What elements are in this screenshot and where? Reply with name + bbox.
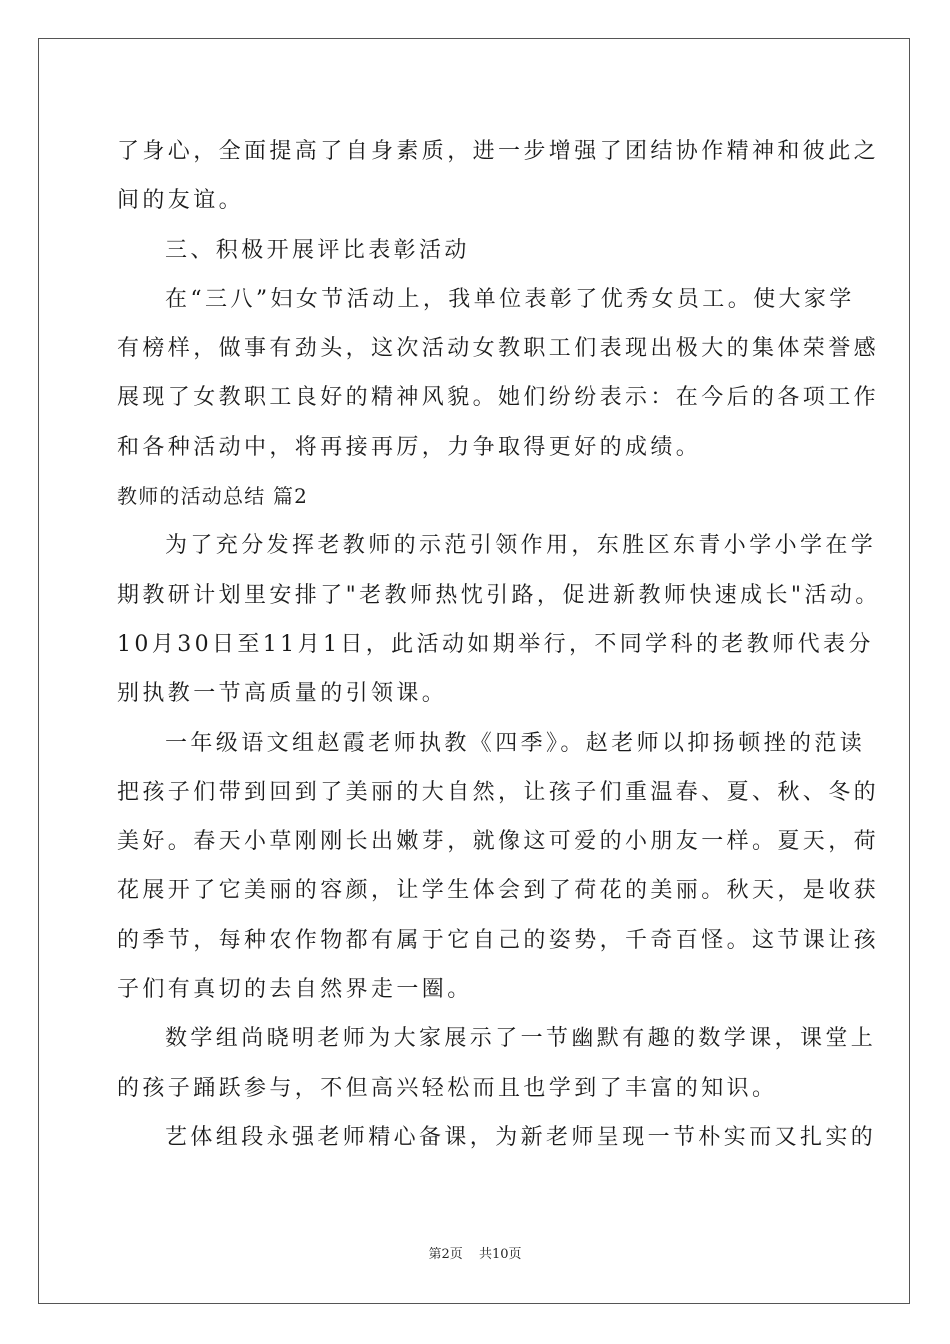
text-line: 一年级语文组赵霞老师执教《四季》。赵老师以抑扬顿挫的范读 (165, 730, 866, 756)
text-line: 的季节，每种农作物都有属于它自己的姿势，千奇百怪。这节课让孩 (117, 927, 880, 953)
text-line: 10月30日至11月1日，此活动如期举行，不同学科的老教师代表分 (117, 631, 874, 657)
text-line: 期教研计划里安排了"老教师热忱引路，促进新教师快速成长"活动。 (117, 582, 881, 608)
text-line: 有榜样，做事有劲头，这次活动女教职工们表现出极大的集体荣誉感 (117, 336, 880, 362)
text-line: 了身心，全面提高了自身素质，进一步增强了团结协作精神和彼此之 (117, 139, 880, 164)
page-total: 共10页 (478, 1247, 522, 1262)
text-line: 别执教一节高质量的引领课。 (117, 681, 448, 707)
page-footer (0, 1243, 950, 1262)
text-line: 美好。春天小草刚刚长出嫩芽，就像这可爱的小朋友一样。夏天，荷 (117, 829, 880, 855)
section-heading: 三、积极开展评比表彰活动 (165, 237, 470, 263)
text-line: 艺体组段永强老师精心备课，为新老师呈现一节朴实而又扎实的 (165, 1124, 877, 1150)
text-line: 数学组尚晓明老师为大家展示了一节幽默有趣的数学课，课堂上 (165, 1026, 877, 1052)
text-line: 为了充分发挥老教师的示范引领作用，东胜区东青小学小学在学 (165, 533, 877, 559)
text-line: 的孩子踊跃参与，不但高兴轻松而且也学到了丰富的知识。 (117, 1075, 778, 1101)
page-number: 第2页 (428, 1247, 463, 1262)
text-line: 间的友谊。 (117, 188, 245, 214)
text-line: 把孩子们带到回到了美丽的大自然，让孩子们重温春、夏、秋、冬的 (117, 779, 880, 805)
text-line: 展现了女教职工良好的精神风貌。她们纷纷表示：在今后的各项工作 (117, 385, 880, 411)
text-line: 在“三八”妇女节活动上，我单位表彰了优秀女员工。使大家学 (165, 286, 855, 312)
article-title: 教师的活动总结 篇2 (117, 484, 309, 509)
text-line: 和各种活动中，将再接再厉，力争取得更好的成绩。 (117, 434, 702, 460)
text-line: 子们有真切的去自然界走一圈。 (117, 977, 473, 1003)
document-body (117, 127, 881, 1162)
text-line: 花展开了它美丽的容颜，让学生体会到了荷花的美丽。秋天，是收获 (117, 878, 880, 904)
